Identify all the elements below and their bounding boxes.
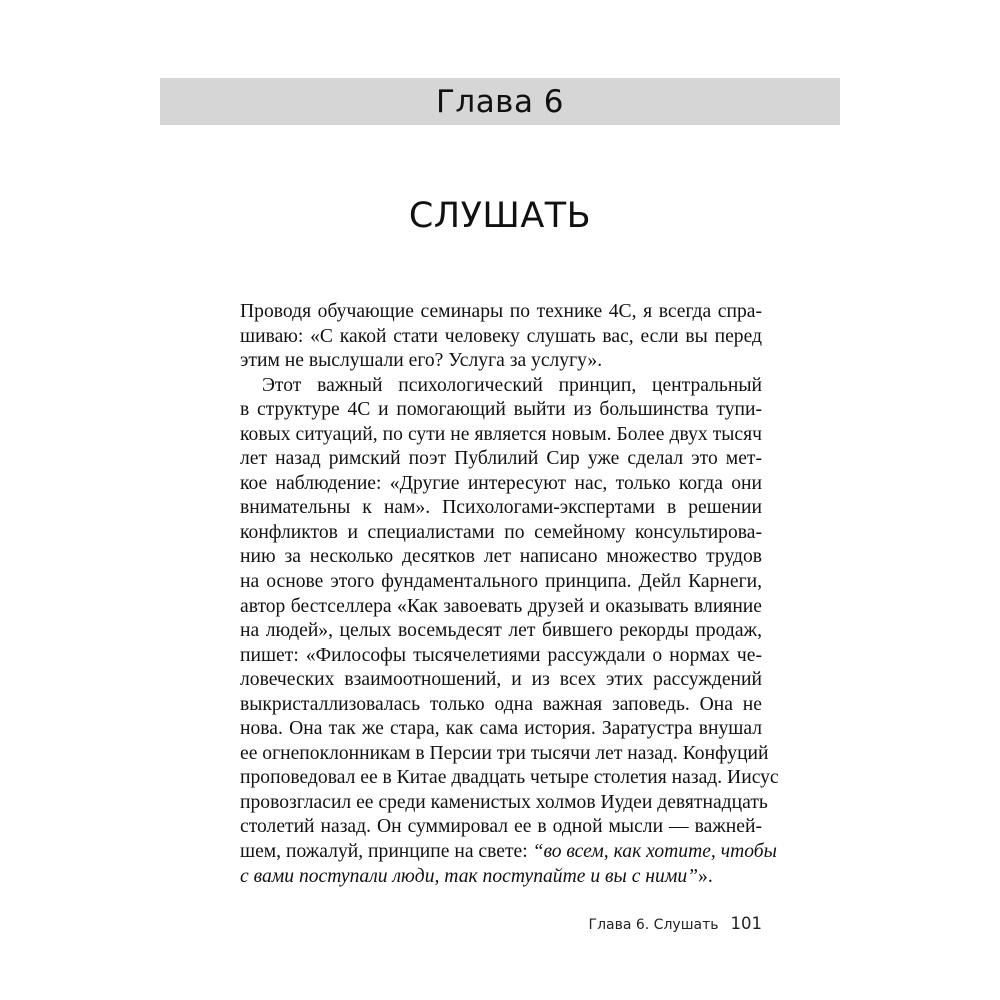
text-line: Проводя обучающие семинары по технике 4С, я всегда спра- bbox=[240, 301, 762, 322]
text-run: шем, пожалуй, принципе на свете: bbox=[240, 841, 533, 863]
text-line: ловеческих взаимоотношений, и из всех этих рассуждений bbox=[240, 669, 762, 691]
text-line: пишет: «Философы тысячелетиями рассуждали о нормах че- bbox=[240, 644, 762, 666]
text-line: на людей», целых восемьдесят лет бившего рекорды продаж, bbox=[240, 620, 762, 642]
text-line: провозгласил ее среди каменистых холмов Иудеи девятнадцать bbox=[240, 791, 768, 813]
text-line: выкристаллизовалась только одна важная заповедь. Она не bbox=[240, 693, 762, 715]
text-line: внимательны к нам». Психологами-экспертами в решении bbox=[240, 497, 762, 519]
chapter-title: СЛУШАТЬ bbox=[408, 196, 592, 236]
text-line: шиваю: «С какой стати человеку слушать вас, если вы перед bbox=[240, 325, 762, 347]
text-line: столетий назад. Он суммировал ее в одной мысли — важней- bbox=[240, 816, 762, 838]
text-line: этим не выслушали его? Услуга за услугу». bbox=[240, 350, 603, 372]
italic-quote: с вами поступали люди, так поступайте и вы с ними” bbox=[240, 865, 699, 887]
running-footer bbox=[400, 914, 762, 934]
body-text bbox=[240, 300, 779, 889]
text-line: на основе этого фундаментального принципа. Дейл Карнеги, bbox=[240, 571, 762, 593]
text-run: ». bbox=[698, 865, 713, 887]
text-line-mixed bbox=[240, 840, 777, 865]
text-line: нова. Она так же стара, как сама история. Заратустра внушал bbox=[240, 718, 762, 740]
text-line: Этот важный психологический принцип, центральный bbox=[262, 374, 762, 396]
chapter-header-band bbox=[160, 78, 840, 125]
paragraph-1 bbox=[240, 300, 762, 374]
text-line: кое наблюдение: «Другие интересуют нас, только когда они bbox=[240, 472, 762, 494]
running-title: Глава 6. Слушать bbox=[588, 917, 719, 933]
text-line: конфликтов и специалистами по семейному консультирова- bbox=[240, 521, 762, 543]
text-line: ковых ситуаций, по сути не является новым. Более двух тысяч bbox=[240, 423, 762, 445]
text-line-mixed bbox=[240, 865, 762, 890]
paragraph-2 bbox=[240, 374, 779, 889]
italic-quote: “во всем, как хотите, чтобы bbox=[532, 841, 777, 863]
page-number: 101 bbox=[730, 914, 762, 933]
text-line: проповедовал ее в Китае двадцать четыре столетия назад. Иисус bbox=[240, 767, 779, 789]
text-line: автор бестселлера «Как завоевать друзей и оказывать влияние bbox=[240, 595, 762, 617]
text-line: ее огнепоклонникам в Персии три тысячи лет назад. Конфуций bbox=[240, 742, 769, 764]
text-line: в структуре 4С и помогающий выйти из большинства тупи- bbox=[240, 399, 762, 421]
text-line: нию за несколько десятков лет написано множество трудов bbox=[240, 546, 762, 568]
text-line: лет назад римский поэт Публилий Сир уже сделал это мет- bbox=[240, 448, 762, 470]
chapter-label: Глава 6 bbox=[435, 83, 565, 120]
